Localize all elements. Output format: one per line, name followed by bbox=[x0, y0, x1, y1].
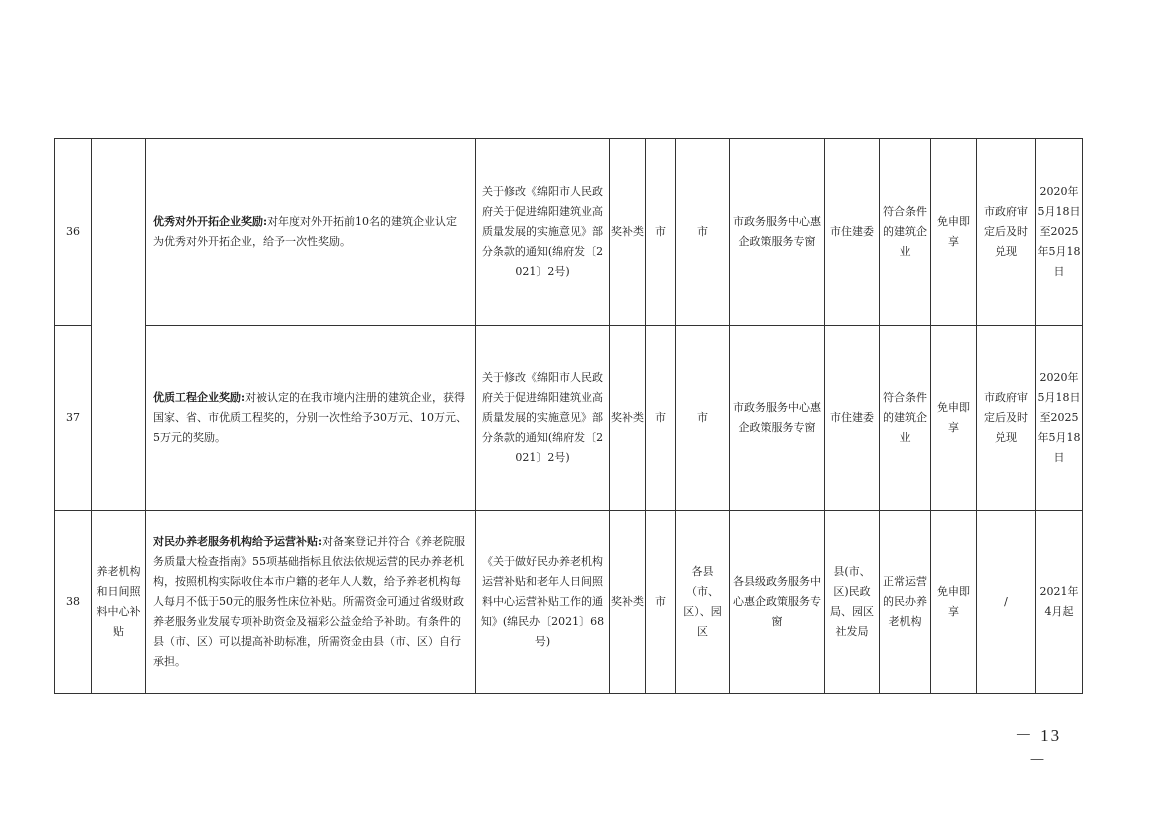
policy-level: 市 bbox=[646, 326, 676, 511]
table-row bbox=[55, 139, 1083, 326]
policy-text: 对备案登记并符合《养老院服务质量大检查指南》55项基础指标且依法依规运营的民办养老机构，按照机构实际收住本市户籍的老年人人数，给予养老机构每人每月不低于50元的服务性床位补贴。所需资金可通过省级财政养老服务业发展专项补助资金及福彩公益金给予补助。有条件的县（市、区）可以提高补助标准，所需资金由县（市、区）自行承担。 bbox=[153, 535, 466, 668]
policy-type: 奖补类 bbox=[610, 326, 646, 511]
table-row bbox=[55, 326, 1083, 511]
row-number: 37 bbox=[55, 326, 92, 511]
responsible-department: 市住建委 bbox=[825, 139, 880, 326]
policy-text: 对被认定的在我市境内注册的建筑企业，获得国家、省、市优质工程奖的，分别一次性给予30万元、10万元、5万元的奖励。 bbox=[153, 391, 467, 444]
policy-title: 对民办养老服务机构给予运营补贴: bbox=[153, 535, 323, 548]
policy-text: 对年度对外开拓前10名的建筑企业认定为优秀对外开拓企业，给予一次性奖励。 bbox=[153, 215, 458, 248]
row-number: 36 bbox=[55, 139, 92, 326]
application-method: 免申即享 bbox=[931, 139, 977, 326]
policy-level: 市 bbox=[646, 511, 676, 694]
responsible-department: 县(市、区)民政局、园区社发局 bbox=[825, 511, 880, 694]
table-row bbox=[55, 511, 1083, 694]
implementer: 各县（市、区）、园区 bbox=[676, 511, 730, 694]
policy-level: 市 bbox=[646, 139, 676, 326]
category-cell: 养老机构和日间照料中心补贴 bbox=[92, 511, 146, 694]
payout-timing: 市政府审定后及时兑现 bbox=[977, 139, 1036, 326]
policy-basis: 关于修改《绵阳市人民政府关于促进绵阳建筑业高质量发展的实施意见》部分条款的通知(绵府发〔2021〕2号) bbox=[476, 139, 610, 326]
policy-type: 奖补类 bbox=[610, 139, 646, 326]
category-cell bbox=[92, 139, 146, 511]
service-window: 市政务服务中心惠企政策服务专窗 bbox=[730, 326, 825, 511]
responsible-department: 市住建委 bbox=[825, 326, 880, 511]
policy-basis: 关于修改《绵阳市人民政府关于促进绵阳建筑业高质量发展的实施意见》部分条款的通知(绵府发〔2021〕2号) bbox=[476, 326, 610, 511]
validity-period: 2020年5月18日至2025年5月18日 bbox=[1036, 326, 1083, 511]
payout-timing: / bbox=[977, 511, 1036, 694]
policy-content bbox=[146, 326, 476, 511]
application-method: 免申即享 bbox=[931, 326, 977, 511]
policy-title: 优质工程企业奖励: bbox=[153, 391, 246, 404]
policy-content bbox=[146, 139, 476, 326]
policy-table bbox=[54, 138, 1083, 694]
service-window: 各县级政务服务中心惠企政策服务专窗 bbox=[730, 511, 825, 694]
policy-basis: 《关于做好民办养老机构运营补贴和老年人日间照料中心运营补贴工作的通知》(绵民办〔2021〕68号) bbox=[476, 511, 610, 694]
page-number: － 13 － bbox=[1014, 726, 1062, 770]
eligible-target: 符合条件的建筑企业 bbox=[880, 326, 931, 511]
policy-type: 奖补类 bbox=[610, 511, 646, 694]
row-number: 38 bbox=[55, 511, 92, 694]
validity-period: 2020年5月18日至2025年5月18日 bbox=[1036, 139, 1083, 326]
eligible-target: 符合条件的建筑企业 bbox=[880, 139, 931, 326]
service-window: 市政务服务中心惠企政策服务专窗 bbox=[730, 139, 825, 326]
implementer: 市 bbox=[676, 326, 730, 511]
validity-period: 2021年4月起 bbox=[1036, 511, 1083, 694]
application-method: 免申即享 bbox=[931, 511, 977, 694]
policy-content bbox=[146, 511, 476, 694]
policy-title: 优秀对外开拓企业奖励: bbox=[153, 215, 268, 228]
implementer: 市 bbox=[676, 139, 730, 326]
eligible-target: 正常运营的民办养老机构 bbox=[880, 511, 931, 694]
payout-timing: 市政府审定后及时兑现 bbox=[977, 326, 1036, 511]
